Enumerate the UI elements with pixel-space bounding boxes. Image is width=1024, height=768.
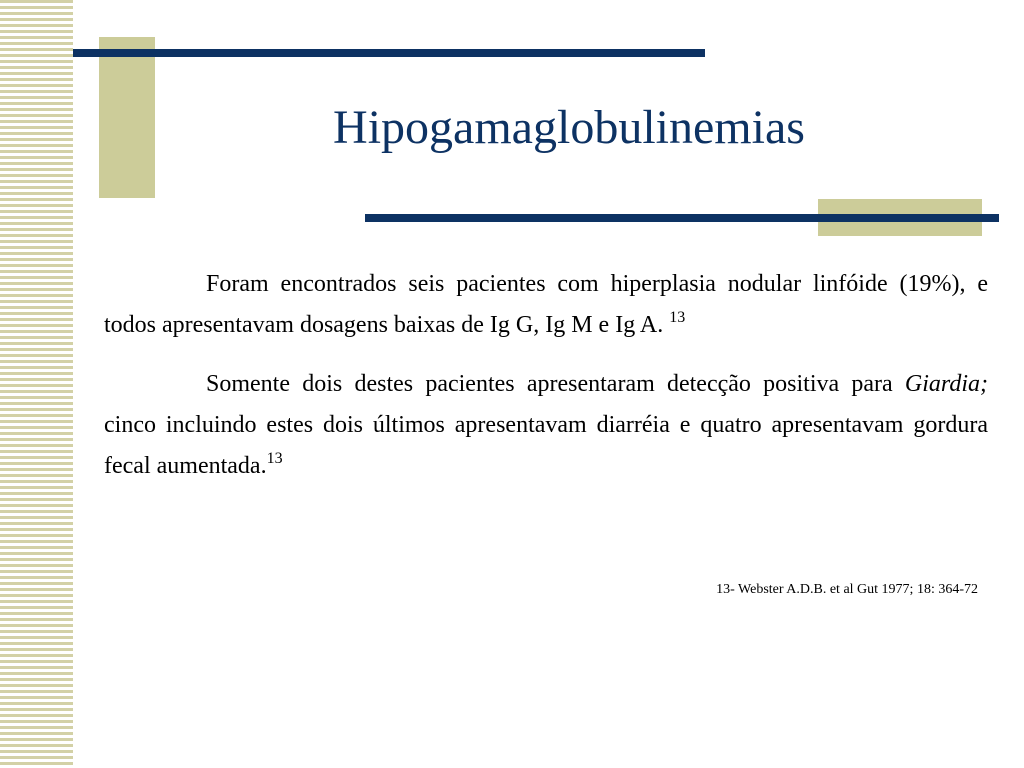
paragraph-2	[104, 364, 988, 487]
paragraph-2-citation: 13	[266, 450, 283, 467]
decorative-line-top	[73, 49, 705, 57]
decorative-block-top	[99, 37, 155, 198]
striped-side-panel	[0, 0, 73, 768]
paragraph-1-text: Foram encontrados seis pacientes com hiperplasia nodular linfóide (19%), e todos apresentavam dosagens baixas de Ig G, Ig M e Ig A.	[104, 271, 988, 338]
slide-body	[104, 264, 988, 505]
decorative-line-bottom	[365, 214, 999, 222]
slide-title: Hipogamaglobulinemias	[333, 101, 805, 154]
reference-footnote: 13- Webster A.D.B. et al Gut 1977; 18: 364-72	[716, 582, 978, 597]
paragraph-2-italic-term: Giardia;	[904, 371, 988, 397]
paragraph-1	[104, 264, 988, 346]
paragraph-2-text-before: Somente dois destes pacientes apresentaram detecção positiva para	[206, 371, 905, 397]
paragraph-1-citation: 13	[669, 309, 686, 326]
paragraph-2-text-after: cinco incluindo estes dois últimos apresentavam diarréia e quatro apresentavam gordura fecal aumentada.	[104, 412, 988, 479]
